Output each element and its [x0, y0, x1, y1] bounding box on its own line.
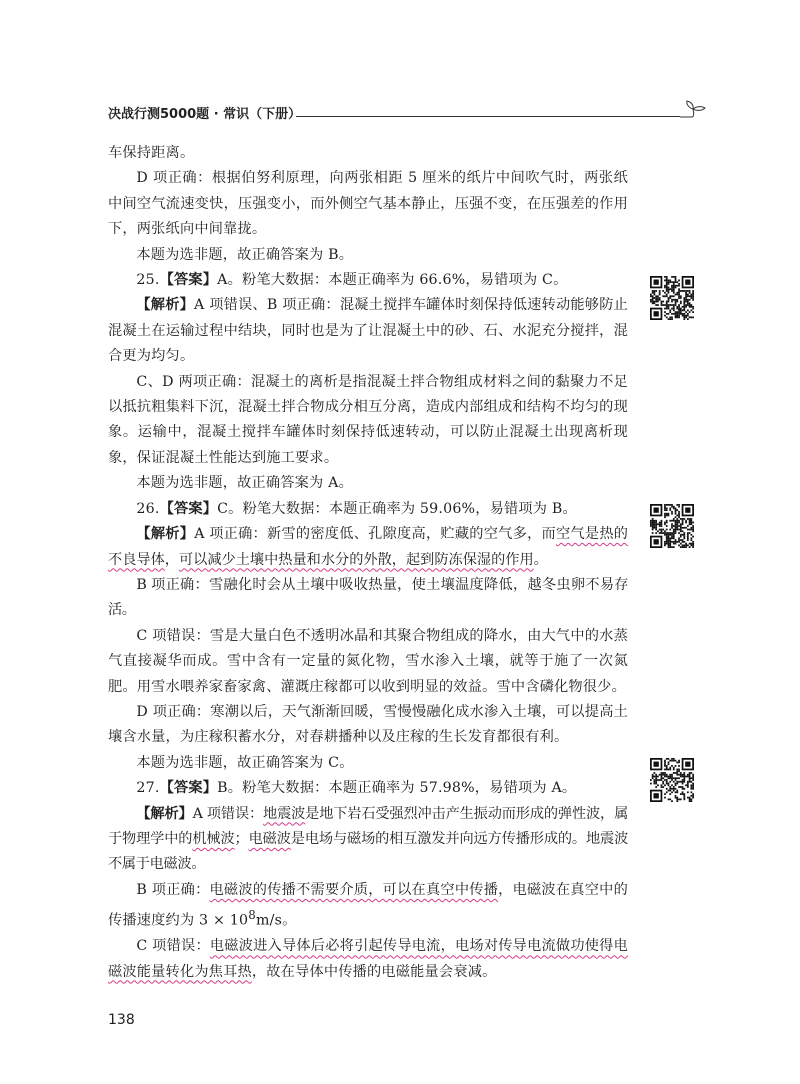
q25-answer-line: 25.【答案】A。粉笔大数据：本题正确率为 66.6%，易错项为 C。	[136, 272, 568, 289]
question-number: 25.	[136, 272, 160, 289]
header-rule	[296, 116, 680, 117]
qr-code-icon[interactable]	[650, 504, 694, 548]
paragraph: 本题为选非题，故正确答案为 C。	[136, 754, 354, 771]
book-title: 决战行测5000题 · 常识（下册）	[108, 107, 302, 122]
q27-answer-line: 27.【答案】B。粉笔大数据：本题正确率为 57.98%，易错项为 A。	[136, 780, 577, 797]
paragraph: D 项正确：寒潮以后，天气渐渐回暖，雪慢慢融化成水渗入土壤，可以提高土壤含水量，为庄稼积蓄水分，对春耕播种以及庄稼的生长发育都很有利。	[108, 703, 628, 746]
highlight: 电磁波	[248, 830, 291, 847]
q27-analysis: 【解析】A 项错误：地震波是地下岩石受强烈冲击产生振动而形成的弹性波，属于物理学中的机械波；电磁波是电场与磁场的相互激发并向远方传播形成的。地震波不属于电磁波。	[108, 805, 628, 873]
q26-answer-line: 26.【答案】C。粉笔大数据：本题正确率为 59.06%，易错项为 B。	[136, 500, 577, 517]
paragraph: C、D 两项正确：混凝土的离析是指混凝土拌合物组成材料之间的黏聚力不足以抵抗粗集料下沉，混凝土拌合物成分相互分离，造成内部组成和结构不均匀的现象。运输中，混凝土搅拌车罐体时刻保持低速转动，可以防止混凝土出现离析现象，保证混凝土性能达到施工要求。	[108, 373, 628, 466]
question-number: 26.	[136, 500, 160, 517]
highlight: 电磁波进入导体后必将引起传导电流，电场对传导电流做功使得电磁波能量转化为焦耳热	[108, 938, 628, 980]
qr-code-icon[interactable]	[650, 758, 694, 802]
paragraph: C 项错误：雪是大量白色不透明冰晶和其聚合物组成的降水，由大气中的水蒸气直接凝华而成。雪中含有一定量的氮化物，雪水渗入土壤，就等于施了一次氮肥。用雪水喂养家畜家禽、灌溉庄稼都可以收到明显的效益。雪中含磷化物很少。	[108, 627, 628, 695]
highlight: 地震波	[263, 805, 306, 822]
highlight: 可以减少土壤中热量和水分的外散，起到防冻保湿的作用	[178, 551, 534, 568]
analysis-tag: 【解析】	[136, 297, 195, 314]
highlight: 空气是热的不良导体	[108, 526, 628, 568]
sprout-icon	[678, 99, 708, 125]
paragraph: B 项正确：电磁波的传播不需要介质，可以在真空中传播，电磁波在真空中的传播速度约为 $3 \times 10^8m/s$。	[108, 881, 628, 929]
q26-analysis: 【解析】A 项正确：新雪的密度低、孔隙度高，贮藏的空气多，而空气是热的不良导体，可以减少土壤中热量和水分的外散，起到防冻保湿的作用。	[108, 526, 628, 568]
analysis-tag: 【解析】	[136, 805, 193, 822]
analysis-tag: 【解析】	[136, 526, 195, 543]
highlight: 电磁波的传播不需要介质，可以在真空中传播	[209, 881, 499, 898]
qr-code-icon[interactable]	[650, 276, 694, 320]
page-number: 138	[108, 1012, 135, 1028]
paragraph: 本题为选非题，故正确答案为 A。	[136, 475, 353, 492]
paragraph: D 项正确：根据伯努利原理，向两张相距 5 厘米的纸片中间吹气时，两张纸中间空气流速变快，压强变小，而外侧空气基本静止，压强不变，在压强差的作用下，两张纸向中间靠拢。	[108, 170, 628, 238]
running-header	[108, 99, 708, 127]
answer-tag: 【答案】	[159, 780, 218, 797]
answer-text	[108, 141, 628, 985]
answer-tag: 【答案】	[159, 272, 218, 289]
paragraph: 车保持距离。	[108, 145, 195, 161]
paragraph: 本题为选非题，故正确答案为 B。	[136, 246, 354, 263]
paragraph: C 项错误：电磁波进入导体后必将引起传导电流，电场对传导电流做功使得电磁波能量转化为焦耳热，故在导体中传播的电磁能量会衰减。	[108, 938, 628, 980]
answer-tag: 【答案】	[159, 500, 218, 517]
highlight: 机械波	[192, 830, 235, 847]
question-number: 27.	[136, 780, 160, 797]
exponent: 8	[248, 908, 256, 923]
q25-analysis: 【解析】A 项错误、B 项正确：混凝土搅拌车罐体时刻保持低速转动能够防止混凝土在运输过程中结块，同时也是为了让混凝土中的砂、石、水泥充分搅拌，混合更为均匀。	[108, 297, 628, 365]
paragraph: B 项正确：雪融化时会从土壤中吸收热量，使土壤温度降低，越冬虫卵不易存活。	[108, 576, 628, 619]
